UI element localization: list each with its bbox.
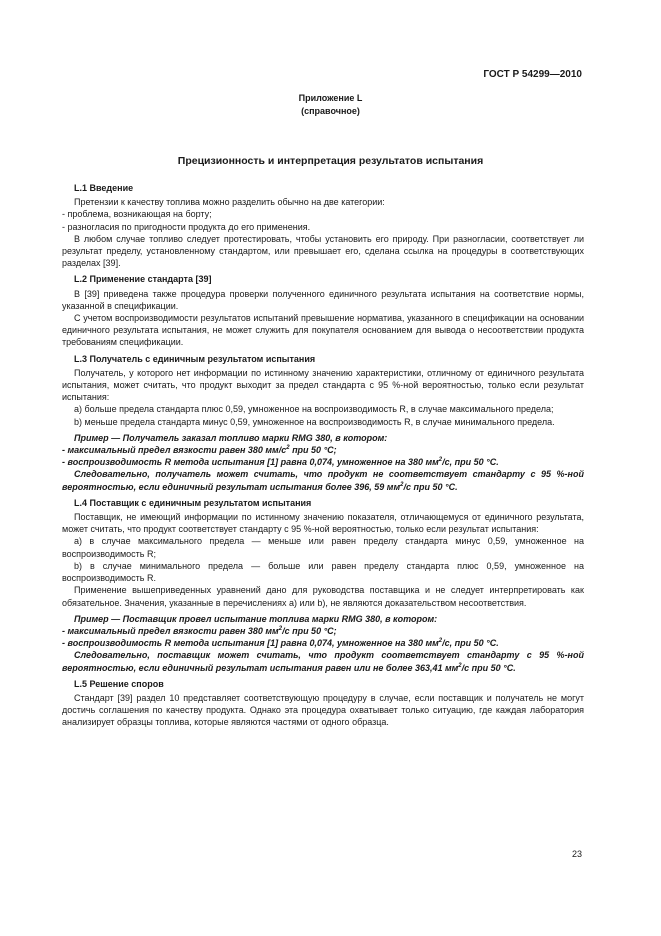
- section-l3: [62, 353, 584, 493]
- superscript: 2: [400, 481, 404, 488]
- list-item: b) меньше предела стандарта минус 0,59, умноженное на воспроизводимость R, в случае минимального предела.: [74, 416, 555, 427]
- paragraph: В любом случае топливо следует протестировать, чтобы установить его природу. При разногласии, соответствует ли результат пределу, установленному стандартом, или превышает его, сделана ссылка на процедуры в соответствующих разделах [39].: [62, 233, 584, 269]
- section-l2: [62, 273, 584, 348]
- paragraph: Стандарт [39] раздел 10 представляет соответствующую процедуру в случае, если поставщик и получатель не могут достичь соглашения по качеству продукта. Однако эта процедура охватывает только ситуацию, где каждая лаборатория анализирует образцы топлива, которые являются частями от одного образца.: [62, 692, 584, 728]
- example-text: /с, при 50 °С.: [442, 457, 499, 468]
- paragraph: Получатель, у которого нет информации по истинному значению характеристики, отличному от единичного результата испытания, может считать, что продукт выходит за предел стандарта с 95 %-ной вероятностью, только если результат испытания:: [62, 367, 584, 403]
- example-heading: Пример — Поставщик провел испытание топлива марки RMG 380, в котором:: [74, 613, 438, 624]
- list-item: b) в случае минимального предела — больше или равен пределу стандарта плюс 0,59, умноженное на воспроизводимость R.: [62, 560, 584, 584]
- annex-header: [0, 92, 661, 118]
- section-heading: L.1 Введение: [74, 183, 134, 193]
- example-line: [62, 444, 584, 456]
- section-heading: L.5 Решение споров: [74, 678, 164, 689]
- example-line: [62, 625, 584, 637]
- example-text: при 50 °С;: [289, 445, 337, 456]
- example-text: Следовательно, поставщик может считать, что продукт соответствует стандарту с 95 %-ной вероятностью, если единичный результат испытания равен или не более 363,41 мм: [62, 650, 584, 673]
- example-conclusion: [62, 468, 584, 492]
- page-number: 23: [571, 849, 582, 859]
- paragraph: С учетом воспроизводимости результатов испытаний превышение норматива, указанного в спецификации на основании единичного результата испытания, не может служить для покупателя основанием для вывода о несоответствии продукта требованиям спецификации.: [62, 313, 584, 348]
- annex-title: Прецизионность и интерпретация результатов испытания: [177, 155, 484, 167]
- superscript: 2: [278, 625, 283, 632]
- section-l1: [62, 182, 584, 269]
- example-text: - воспроизводимость R метода испытания [1] равна 0,074, умноженное на 380 мм: [62, 638, 439, 649]
- example-text: /с при 50 °С.: [403, 481, 458, 492]
- example-text: /с при 50 °С.: [461, 662, 516, 673]
- superscript: 2: [438, 457, 443, 464]
- list-item: а) больше предела стандарта плюс 0,59, умноженное на воспроизводимость R, в случае максимального предела;: [74, 404, 554, 415]
- example-text: - воспроизводимость R метода испытания [1] равна 0,074, умноженное на 380 мм: [62, 457, 439, 468]
- list-item: а) в случае максимального предела — меньше или равен пределу стандарта минус 0,59, умноженное на воспроизводимость R;: [62, 536, 584, 559]
- list-item: - разногласия по пригодности продукта до его применения.: [62, 221, 311, 232]
- example-text: /с при 50 °С;: [282, 625, 337, 636]
- example-text: - максимальный предел вязкости равен 380 мм: [62, 625, 279, 636]
- section-heading: L.2 Применение стандарта [39]: [74, 274, 212, 285]
- section-l5: [62, 678, 584, 729]
- example-text: Следовательно, получатель может считать, что продукт не соответствует стандарту с 95 %-ной вероятностью, если единичный результат испытания более 396, 59 мм: [62, 469, 584, 492]
- superscript: 2: [438, 638, 443, 645]
- section-heading: L.4 Поставщик с единичным результатом испытания: [74, 497, 312, 508]
- paragraph: В [39] приведена также процедура проверки полученного единичного результата испытания на соответствие нормы, указанной в спецификации.: [62, 288, 584, 311]
- document-body: [62, 182, 584, 729]
- paragraph: Претензии к качеству топлива можно разделить обычно на две категории:: [74, 197, 385, 208]
- example-text: - максимальный предел вязкости равен 380 мм/с: [62, 445, 287, 456]
- document-code: ГОСТ Р 54299—2010: [483, 69, 582, 80]
- paragraph: Поставщик, не имеющий информации по истинному значению показателя, отличающемуся от единичного результата, может считать, что продукт соответствует стандарту с 95 %-ной вероятностью, только если результат испытания:: [62, 512, 584, 535]
- annex-kind: (справочное): [301, 106, 360, 116]
- example-line: [62, 456, 584, 468]
- section-l4: [62, 497, 584, 674]
- example-line: [62, 637, 584, 649]
- list-item: - проблема, возникающая на борту;: [62, 209, 212, 220]
- paragraph: Применение вышеприведенных уравнений дано для руководства поставщика и не следует интерпретировать как обязательное. Значения, указанные в перечислениях а) или b), не являются доказательством несоответствия.: [62, 585, 584, 608]
- superscript: 2: [458, 662, 462, 669]
- example-heading: Пример — Получатель заказал топливо марки RMG 380, в котором:: [74, 432, 388, 443]
- section-heading: L.3 Получатель с единичным результатом испытания: [74, 353, 316, 364]
- example-text: /с, при 50 °С.: [442, 638, 499, 649]
- superscript: 2: [286, 445, 290, 452]
- example-conclusion: [62, 649, 584, 673]
- annex-name: Приложение L: [298, 93, 363, 103]
